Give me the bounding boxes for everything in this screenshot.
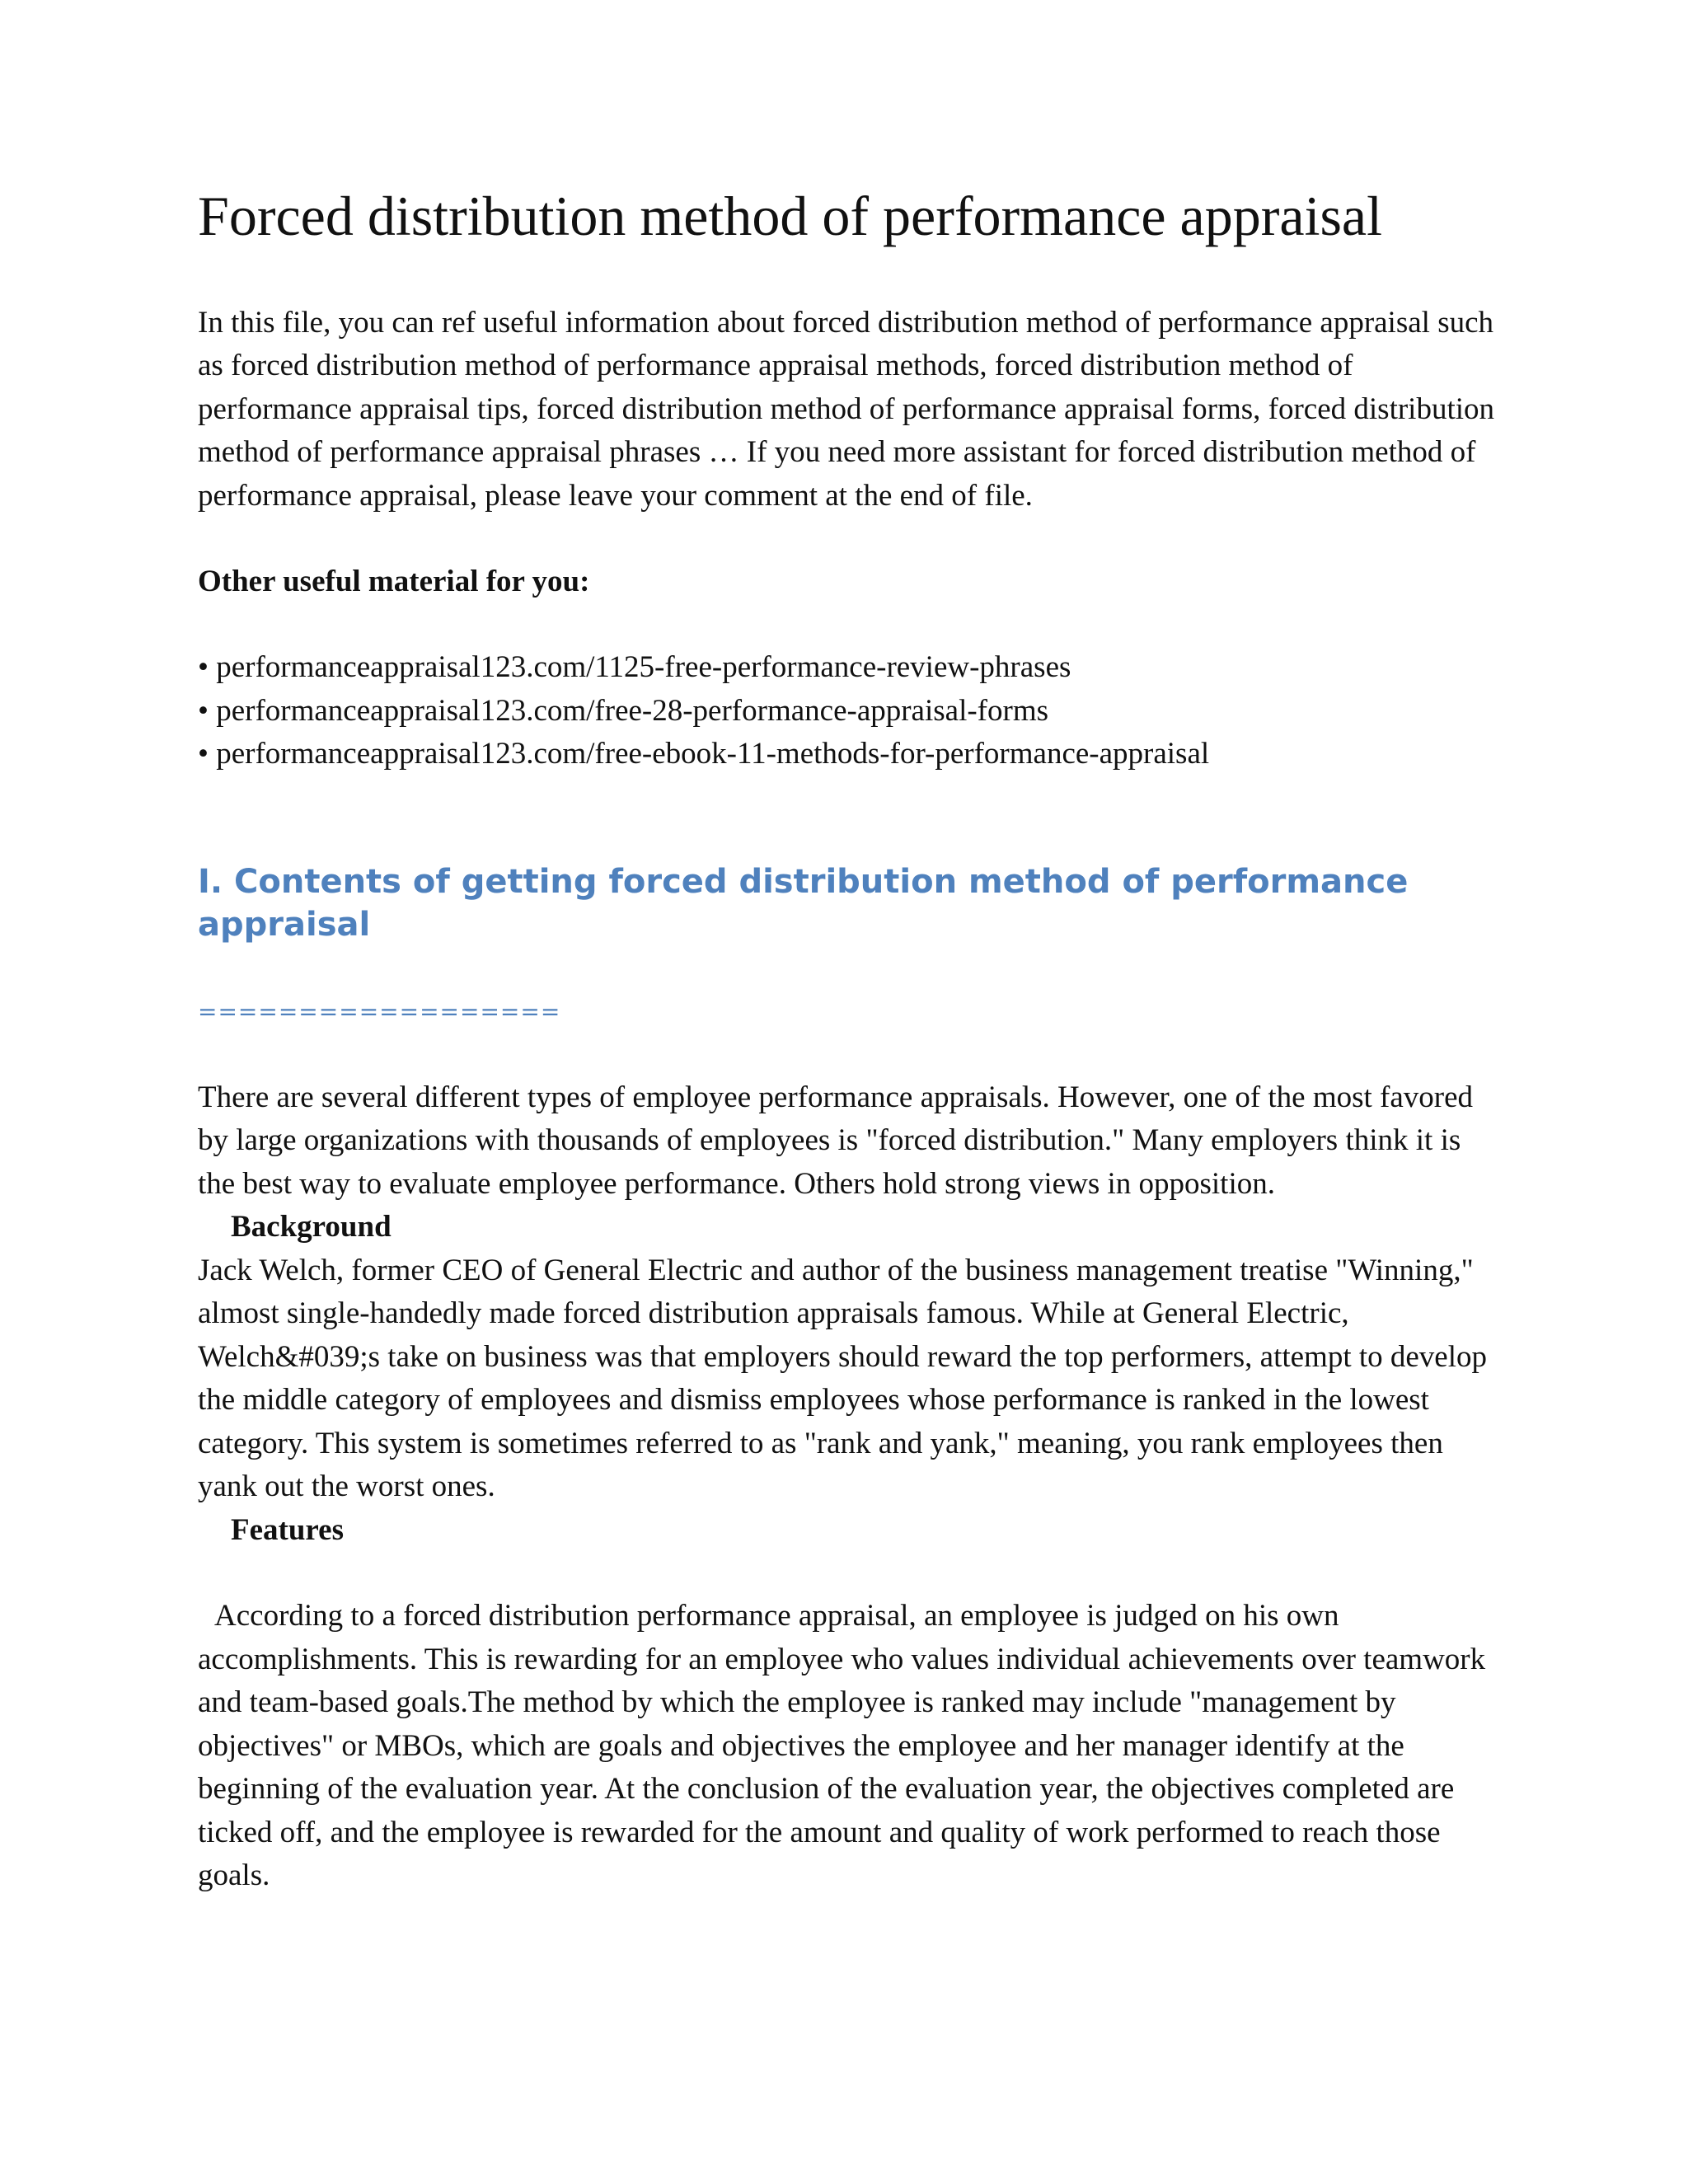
intro-paragraph: In this file, you can ref useful information about forced distribution method of performance appraisal such as forced distribution method of performance appraisal methods, forced distribution method of performance appraisal tips, forced distribution method of performance appraisal forms, forced distribution method of performance appraisal phrases … If you need more assistant for forced distribution method of performance appraisal, please leave your comment at the end of file. [198, 305, 1495, 513]
useful-link[interactable]: • performanceappraisal123.com/free-28-performance-appraisal-forms [198, 690, 1500, 733]
features-heading: Features [231, 1512, 344, 1547]
background-heading: Background [231, 1210, 392, 1244]
document-title: Forced distribution method of performance appraisal [198, 185, 1382, 247]
body-paragraph-intro: There are several different types of employee performance appraisals. However, one of the most favored by large organizations with thousands of employees is "forced distribution." Many employers think it is the best way to evaluate employee performance. Others hold strong views in opposition. [198, 1080, 1474, 1201]
other-material-heading: Other useful material for you: [198, 565, 590, 599]
body-paragraph-background: Jack Welch, former CEO of General Electric and author of the business management treatise "Winning," almost single-handedly made forced distribution appraisals famous. While at General Electric, Welch&#039;s take on business was that employers should reward the top performers, attempt to develop the middle category of employees and dismiss employees whose performance is ranked in the lowest category. This system is sometimes referred to as "rank and yank," meaning, you rank employees then yank out the worst ones. [198, 1253, 1488, 1504]
useful-link[interactable]: • performanceappraisal123.com/1125-free-performance-review-phrases [198, 646, 1500, 690]
document-page [198, 185, 1500, 1898]
separator-rule: ================== [198, 997, 561, 1025]
useful-links-list [198, 646, 1500, 776]
body-paragraph-features: According to a forced distribution performance appraisal, an employee is judged on his own accomplishments. This is rewarding for an employee who values individual achievements over teamwork and team-based goals.The method by which the employee is ranked may include "management by objectives" or MBOs, which are goals and objectives the employee and her manager identify at the beginning of the evaluation year. At the conclusion of the evaluation year, the objectives completed are ticked off, and the employee is rewarded for the amount and quality of work performed to reach those goals. [198, 1599, 1486, 1893]
section-heading: I. Contents of getting forced distribution method of performance appraisal [198, 862, 1409, 944]
useful-link[interactable]: • performanceappraisal123.com/free-ebook-11-methods-for-performance-appraisal [198, 733, 1500, 776]
features-section [198, 1595, 1500, 1898]
